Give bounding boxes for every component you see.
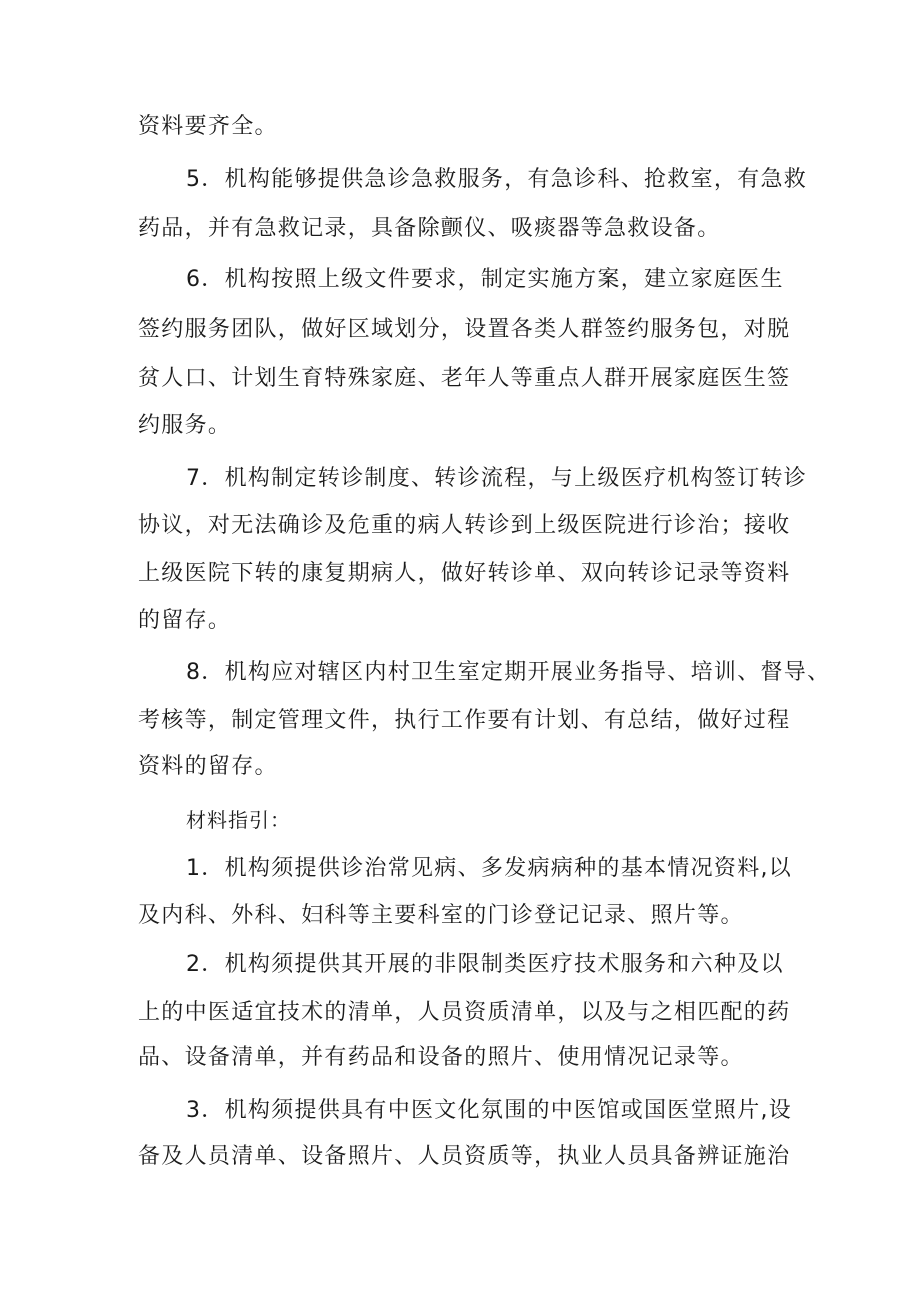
text-line: 3．机构须提供具有中医文化氛围的中医馆或国医堂照片,设: [186, 1098, 793, 1123]
text-line: 5．机构能够提供急诊急救服务，有急诊科、抢救室，有急救: [186, 167, 808, 192]
text-line: 的留存。: [138, 608, 232, 633]
text-line: 2．机构须提供其开展的非限制类医疗技术服务和六种及以: [186, 952, 784, 977]
text-line: 1．机构须提供诊治常见病、多发病病种的基本情况资料,以: [186, 856, 793, 881]
text-line: 7．机构制定转诊制度、转诊流程，与上级医疗机构签订转诊: [186, 466, 808, 491]
text-line: 上的中医适宜技术的清单，人员资质清单，以及与之相匹配的药: [138, 1000, 791, 1025]
text-line: 8．机构应对辖区内村卫生室定期开展业务指导、培训、督导、: [186, 660, 831, 685]
text-line: 资料的留存。: [138, 754, 278, 779]
section-label: 材料指引：: [186, 808, 291, 832]
text-line: 备及人员清单、设备照片、人员资质等，执业人员具备辨证施治: [138, 1144, 791, 1169]
text-line: 签约服务团队，做好区域划分，设置各类人群签约服务包，对脱: [138, 317, 791, 342]
text-line: 资料要齐全。: [138, 114, 278, 139]
text-line: 考核等，制定管理文件，执行工作要有计划、有总结，做好过程: [138, 708, 791, 733]
text-line: 上级医院下转的康复期病人，做好转诊单、双向转诊记录等资料: [138, 561, 791, 586]
text-line: 6．机构按照上级文件要求，制定实施方案，建立家庭医生: [186, 267, 784, 292]
text-line: 及内科、外科、妇科等主要科室的门诊登记记录、照片等。: [138, 903, 744, 928]
text-line: 协议，对无法确诊及危重的病人转诊到上级医院进行诊治；接收: [138, 513, 791, 538]
text-line: 品、设备清单，并有药品和设备的照片、使用情况记录等。: [138, 1045, 744, 1070]
text-line: 约服务。: [138, 413, 232, 438]
text-line: 药品，并有急救记录，具备除颤仪、吸痰器等急救设备。: [138, 216, 721, 241]
text-line: 贫人口、计划生育特殊家庭、老年人等重点人群开展家庭医生签: [138, 366, 791, 391]
